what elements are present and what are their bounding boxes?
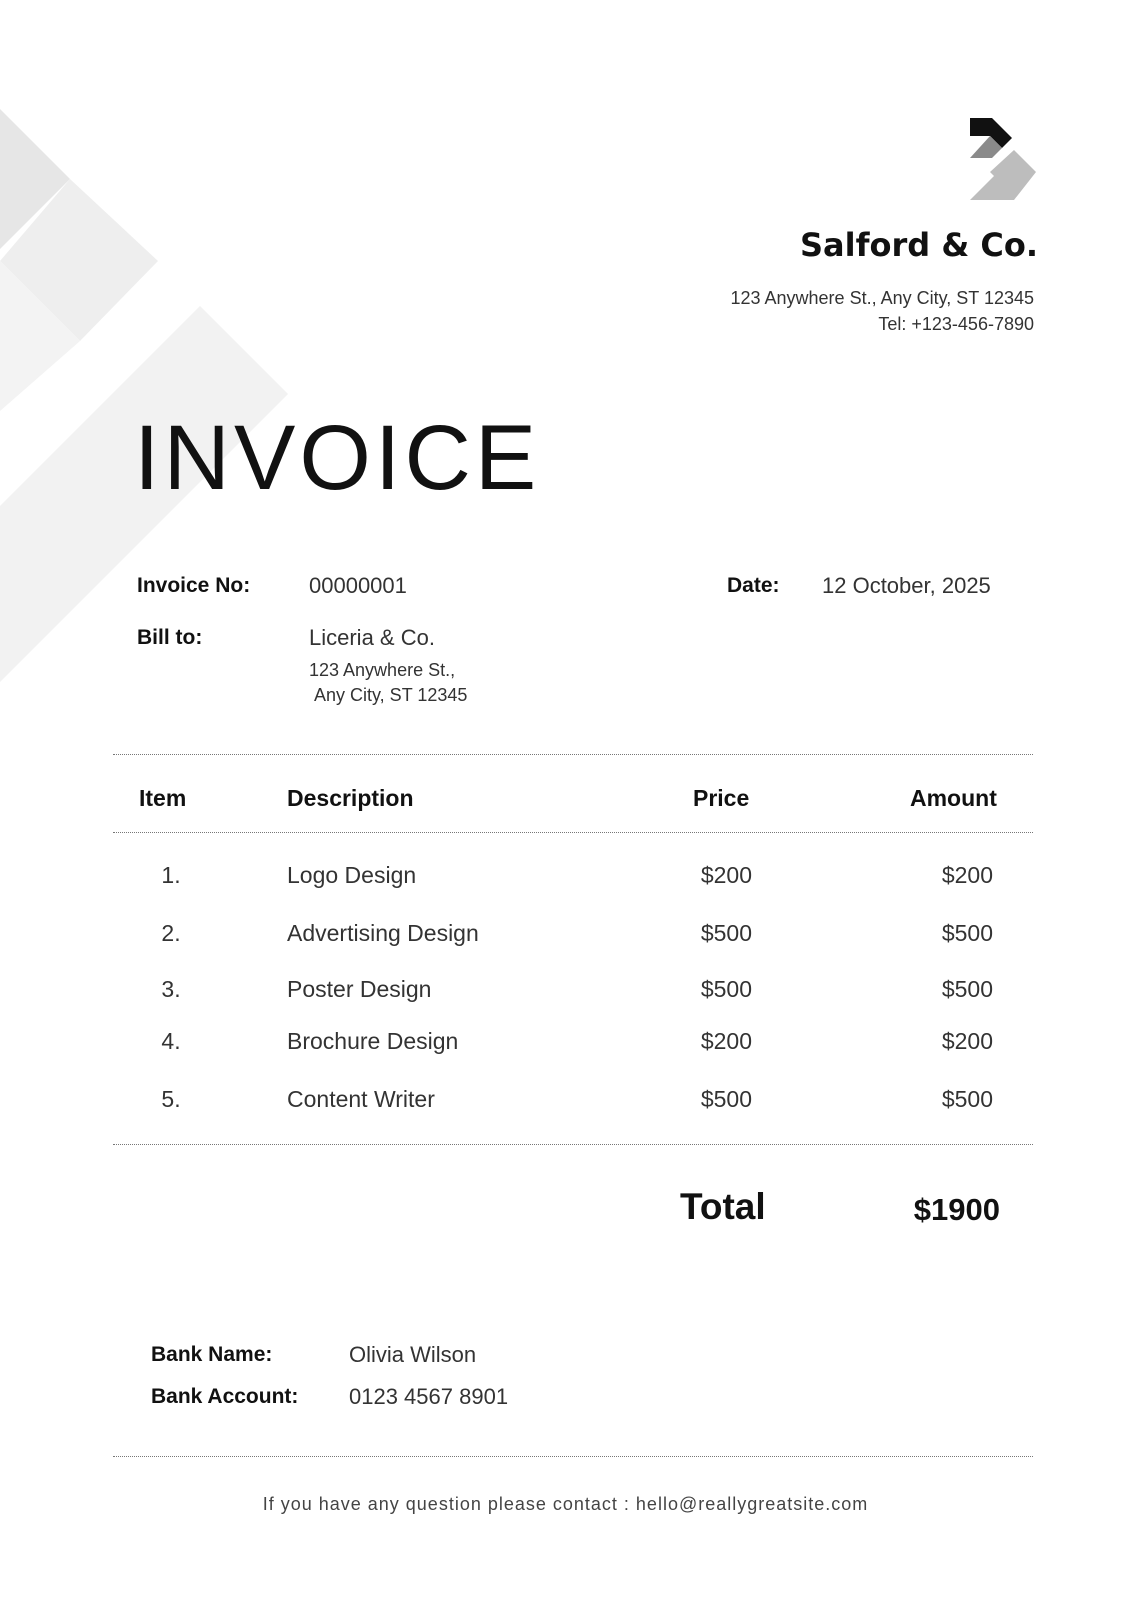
invoice-number: 00000001 xyxy=(309,573,407,598)
bank-name-label: Bank Name: xyxy=(151,1343,273,1366)
bill-to-name: Liceria & Co. xyxy=(309,625,435,650)
header-amount: Amount xyxy=(910,785,997,811)
table-top-divider xyxy=(113,754,1033,755)
row-item-number: 1. xyxy=(161,862,181,888)
header-description: Description xyxy=(287,785,414,811)
row-item-number: 5. xyxy=(161,1086,181,1112)
bill-to-address-line-1: 123 Anywhere St., xyxy=(309,660,456,680)
invoice-date: 12 October, 2025 xyxy=(822,573,991,598)
company-name: Salford & Co. xyxy=(799,226,1038,264)
row-description: Logo Design xyxy=(287,862,417,888)
row-item-number: 4. xyxy=(161,1028,181,1054)
bill-to-label: Bill to: xyxy=(137,626,203,649)
row-price: $200 xyxy=(700,1028,752,1054)
bank-account-label: Bank Account: xyxy=(151,1385,299,1408)
row-amount: $500 xyxy=(941,976,993,1002)
total-value: $1900 xyxy=(913,1192,1000,1227)
row-description: Poster Design xyxy=(287,976,432,1002)
header-price: Price xyxy=(693,785,750,811)
row-price: $500 xyxy=(700,976,752,1002)
bill-to-address-line-2: Any City, ST 12345 xyxy=(314,685,468,705)
footer-contact-text: If you have any question please contact : hello@reallygreatsite.com xyxy=(262,1494,869,1514)
row-description: Content Writer xyxy=(287,1086,435,1112)
bank-account: 0123 4567 8901 xyxy=(349,1384,509,1409)
total-label: Total xyxy=(680,1186,766,1227)
row-amount: $200 xyxy=(941,862,993,888)
date-label: Date: xyxy=(727,574,780,597)
company-phone: Tel: +123-456-7890 xyxy=(878,314,1034,334)
row-item-number: 2. xyxy=(161,920,181,946)
row-price: $500 xyxy=(700,1086,752,1112)
company-logo-icon xyxy=(970,118,1040,208)
footer-divider xyxy=(113,1456,1033,1457)
row-amount: $500 xyxy=(941,920,993,946)
row-item-number: 3. xyxy=(161,976,181,1002)
bank-name: Olivia Wilson xyxy=(349,1342,477,1367)
table-bottom-divider xyxy=(113,1144,1033,1145)
row-amount: $500 xyxy=(941,1086,993,1112)
invoice-title: INVOICE xyxy=(134,407,541,509)
row-description: Advertising Design xyxy=(287,920,479,946)
table-header-divider xyxy=(113,832,1033,833)
row-price: $500 xyxy=(700,920,752,946)
row-amount: $200 xyxy=(941,1028,993,1054)
row-price: $200 xyxy=(700,862,752,888)
company-address: 123 Anywhere St., Any City, ST 12345 xyxy=(730,288,1034,308)
invoice-number-label: Invoice No: xyxy=(137,574,251,597)
row-description: Brochure Design xyxy=(287,1028,459,1054)
header-item: Item xyxy=(139,785,187,811)
